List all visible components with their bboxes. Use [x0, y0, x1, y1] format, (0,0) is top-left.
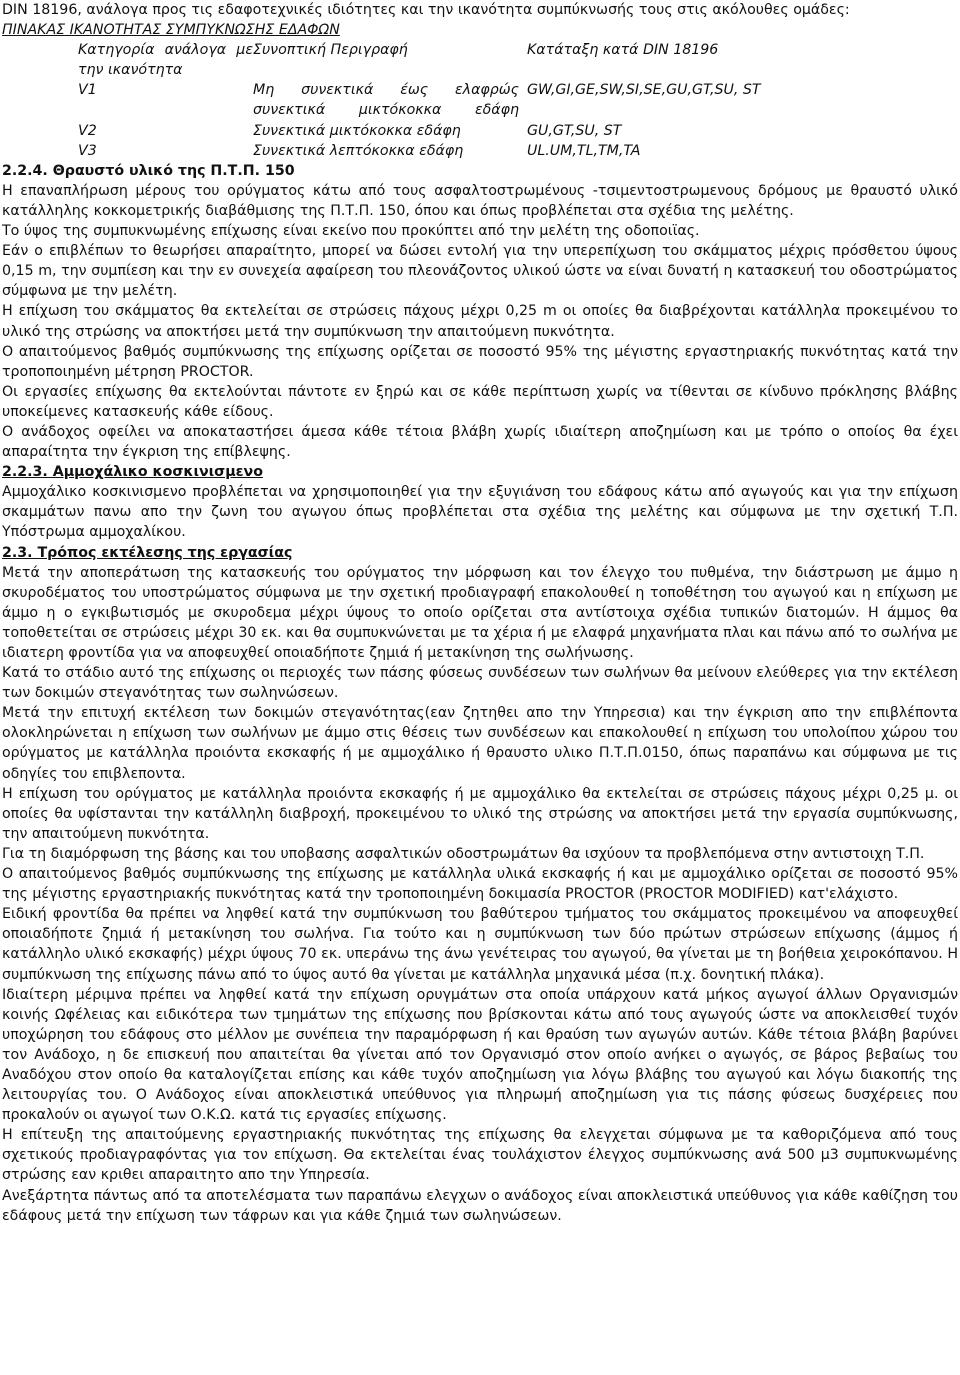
table-header-row [78, 40, 761, 80]
paragraph: Ιδιαίτερη μέριμνα πρέπει να ληφθεί κατά την επίχωση ορυγμάτων στα οποία υπάρχουν κατά μήκος αγωγοί άλλων Οργανισμών κοινής Ωφέλειας και ειδικότερα των τμημάτων της επίχωσης που βρίσκονται κάτω από τους αγωγούς ώστε να αποκλεισθεί τυχόν υποχώρηση του εδάφους στο μέλλον με συνέπεια την παραμόρφωση ή και θραύση των αγωγών αυτών. Κάθε τέτοια βλάβη βαρύνει τον Ανάδοχο, η δε επισκευή που απαιτείται θα γίνεται από τον Οργανισμό στον οποίο ανήκει ο αγωγός, σε βάρος βεβαίως του Αναδόχου στον οποίο θα καταλογίζεται επίσης και κάθε τυχόν αποζημίωση για λόγω βλάβης του αγωγού και λόγω διακοπής της λειτουργίας του. Ο Ανάδοχος είναι αποκλειστικά υπεύθυνος για πληρωμή αποζημίωση για τις πάσης φύσεως δυσχέρειες που προκαλούν οι αγωγοί των Ο.Κ.Ω. κατά τις εργασίες επίχωσης. [2, 986, 958, 1124]
table-cell-description: Συνεκτικά μικτόκοκκα εδάφη [253, 122, 461, 139]
paragraph: Για τη διαμόρφωση της βάσης και του υποβασης ασφαλτικών οδοστρωμάτων θα ισχύουν τα προβλεπόμενα στην αντιστοιχη Τ.Π. [2, 845, 925, 862]
paragraph: Το ύψος της συμπυκνωμένης επίχωσης είναι εκείνο που προκύπτει από την μελέτη της οδοποιϊας. [2, 223, 700, 240]
paragraph: Ειδική φροντίδα θα πρέπει να ληφθεί κατά την συμπύκνωση του βαθύτερου τμήματος του σκάμματος προκειμένου να αποφευχθεί οποιαδήποτε ζημιά ή μετακίνηση του σωλήνα. Για τούτο και η συμπύκνωση των δύο πρώτων στρώσεων επίχωσης (άμμος ή κατάλληλο υλικό εκσκαφής) μέχρι ύψους 70 εκ. υπεράνω της άνω γενέτειρας του αγωγού, θα γίνεται με τη βοήθεια χειροκόπανου. Η συμπύκνωση της επίχωσης πάνω από το ύψος αυτό θα γίνεται με κατάλληλα μηχανικά μέσα (π.χ. δονητική πλάκα). [2, 906, 958, 983]
section-heading-23 [2, 543, 958, 563]
paragraph: Κατά το στάδιο αυτό της επίχωσης οι περιοχές των πάσης φύσεως συνδέσεων των σωλήνων θα μείνουν ελεύθερες για την εκτέλεση των δοκιμών στεγανότητας των σωληνώσεων. [2, 665, 958, 702]
paragraph: Εάν ο επιβλέπων το θεωρήσει απαραίτητο, μπορεί να δώσει εντολή για την υπερεπίχωση του σκάμματος μέχρις πρόσθετου ύψους 0,15 m, την συμπίεση και την εν συνεχεία αφαίρεση του πλεονάζοντος υλικού ώστε να είναι δυνατή η κατασκευή του οδοστρώματος σύμφωνα με την μελέτη. [2, 243, 958, 300]
table-row [78, 141, 761, 161]
paragraph: Η επίτευξη της απαιτούμενης εργαστηριακής πυκνότητας της επίχωσης θα ελεγχεται σύμφωνα με τα καθοριζόμενα από τους σχετικούς προδιαγραφόντας για τον επίχωση. Θα εκτελείται ένας τουλάχιστον έλεγχος συμπύκνωσης ανά 500 μ3 συμπυκνωμένης στρώσης εαν κριθει απαραιτητο απο την Υπηρεσία. [2, 1127, 958, 1184]
table-row [78, 80, 761, 120]
paragraph: Η επίχωση του ορύγματος με κατάλληλα προιόντα εκσκαφής ή με αμμοχάλικο θα εκτελείται σε στρώσεις πάχους μέχρι 0,25 μ. οι οποίες θα υφίστανται την κατάλληλη διαβροχή, προκειμένου το υλικό της στρώσης να αποκτήσει μετά την εργασία συμπύκνωσης, την απαιτούμενη πυκνότητα. [2, 785, 958, 842]
paragraph: Η επίχωση του σκάμματος θα εκτελείται σε στρώσεις πάχους μέχρι 0,25 m οι οποίες θα διαβρέχονται κατάλληλα προκειμένου το υλικό της στρώσης να αποκτήσει μετά την συμπύκνωση την απαιτούμενη πυκνότητα. [2, 303, 958, 340]
table-header-din: Κατάταξη κατά DIN 18196 [527, 42, 719, 59]
table-cell-category: V2 [78, 122, 97, 139]
intro-text: DIN 18196, ανάλογα προς τις εδαφοτεχνικές ιδιότητες και την ικανότητα συμπύκνωσής τους στις ακόλουθες ομάδες: [2, 2, 850, 18]
paragraph: Ανεξάρτητα πάντως από τα αποτελέσματα των παραπάνω ελεγχων ο ανάδοχος είναι αποκλειστικά υπεύθυνος για κάθε καθίζηση του εδάφους μετά την επίχωση των τάφρων και για κάθε ζημιά των σωληνώσεων. [2, 1187, 958, 1224]
table-title: ΠΙΝΑΚΑΣ ΙΚΑΝΟΤΗΤΑΣ ΣΥΜΠΥΚΝΩΣΗΣ ΕΔΑΦΩΝ [2, 22, 340, 39]
paragraph: Μετά την επιτυχή εκτέλεση των δοκιμών στεγανότητας(εαν ζητηθει απο την Υπηρεσια) και την έγκριση απο την επιβλέποντα ολοκληρώνεται η επίχωση των σωλήνων με άμμο στις θέσεις των συνδέσεων και επακολουθεί η επίχωση του υπολοίπου χώρου του ορύγματος με κατάλληλα προιόντα εκσκαφής ή με αμμοχάλικο ή θραυστο υλικο Π.Τ.Π.0150, όπως παραπάνω και σύμφωνα με τις οδηγίες του επιβλεποντα. [2, 705, 958, 782]
paragraph: Μετά την αποπεράτωση της κατασκευής του ορύγματος την μόρφωση και τον έλεγχο του πυθμένα, την διάστρωση με άμμο η σκυροδέματος του υποστρώματος σύμφωνα με την σχετική προδιαγραφή επακολουθεί η τοποθέτηση του αγωγού και η επίχωση με άμμο η ο εγκιβωτισμός με σκυροδεμα μέχρι ύψους το οποίο ορίζεται στα αντίστοιχα σχέδια τυπικών διατομών. Η άμμος θα τοποθετείται σε στρώσεις μέχρι 30 εκ. και θα συμπυκνώνεται με τα χέρια ή με ελαφρά μηχανήματα πλαι και πάνω από το σωλήνα με ιδιατερη φροντίδα για να αποφευχθεί οποιαδήποτε ζημιά ή μετακίνηση της σωλήνωσης. [2, 564, 958, 661]
paragraph: Η επαναπλήρωση μέρους του ορύγματος κάτω από τους ασφαλτοστρωμένους -τσιμεντοστρωμενους δρόμους με θραυστό υλικό κατάλληλης κοκκομετρικής διαβάθμισης της Π.Τ.Π. 150, όπου και όπως προβλέπεται στα σχέδια της μελέτης. [2, 182, 958, 219]
table-header-category: Κατηγορία ανάλογα με την ικανότητα [78, 42, 253, 79]
table-cell-description: Συνεκτικά λεπτόκοκκα εδάφη [253, 142, 464, 159]
table-cell-din: GU,GT,SU, ST [527, 122, 622, 139]
paragraph: Αμμοχάλικο κοσκινισμενο προβλέπεται να χρησιμοποιηθεί για την εξυγιάνση του εδάφους κάτω από αγωγούς και για την επίχωση σκαμμάτων πανω απο την ζωνη του αγωγου όπως προβλέπεται στα σχέδια της μελέτης και σύμφωνα με την σχετική Τ.Π. Υπόστρωμα αμμοχαλίκου. [2, 484, 958, 541]
compaction-table [78, 40, 761, 161]
table-cell-category: V1 [78, 82, 97, 99]
paragraph: Ο απαιτούμενος βαθμός συμπύκνωσης της επίχωσης ορίζεται σε ποσοστό 95% της μέγιστης εργαστηριακής πυκνότητας κατά την τροποποιημένη μέτρηση PROCTOR. [2, 343, 958, 380]
paragraph: Ο απαιτούμενος βαθμός συμπύκνωσης της επίχωσης με κατάλληλα υλικά εκσκαφής ή και με αμμοχάλικο ορίζεται σε ποσοστό 95% της μέγιστης εργαστηριακής πυκνότητας κατά την τροποποιημένη δοκιμασία PROCTOR (PROCTOR MODIFIED) κατ'ελάχιστο. [2, 866, 958, 903]
section-heading-23-text: 2.3. Τρόπος εκτέλεσης της εργασίας [2, 544, 293, 561]
table-row [78, 121, 761, 141]
table-cell-category: V3 [78, 142, 97, 159]
section-heading-224: 2.2.4. Θραυστό υλικό της Π.Τ.Π. 150 [2, 162, 295, 179]
paragraph: Οι εργασίες επίχωσης θα εκτελούνται πάντοτε εν ξηρώ και σε κάθε περίπτωση χωρίς να τίθενται σε κίνδυνο πρόκλησης βλάβης υποκείμενες κατασκευής κάθε είδους. [2, 383, 958, 420]
section-heading-223 [2, 462, 958, 482]
table-cell-description: Μη συνεκτικά έως ελαφρώς συνεκτικά μικτόκοκκα εδάφη [253, 82, 519, 119]
paragraph: Ο ανάδοχος οφείλει να αποκαταστήσει άμεσα κάθε τέτοια βλάβη χωρίς ιδιαίτερη αποζημίωση και με τρόπο ο οποίος θα έχει απαραίτητα την έγκριση της επίβλεψης. [2, 423, 958, 461]
table-cell-din: UL.UM,TL,TM,TA [527, 142, 641, 159]
section-heading-223-text: 2.2.3. Αμμοχάλικο κοσκινισμενο [2, 464, 263, 481]
table-cell-din: GW,GI,GE,SW,SI,SE,GU,GT,SU, ST [527, 82, 761, 99]
table-header-description: Συνοπτική Περιγραφή [253, 42, 408, 59]
